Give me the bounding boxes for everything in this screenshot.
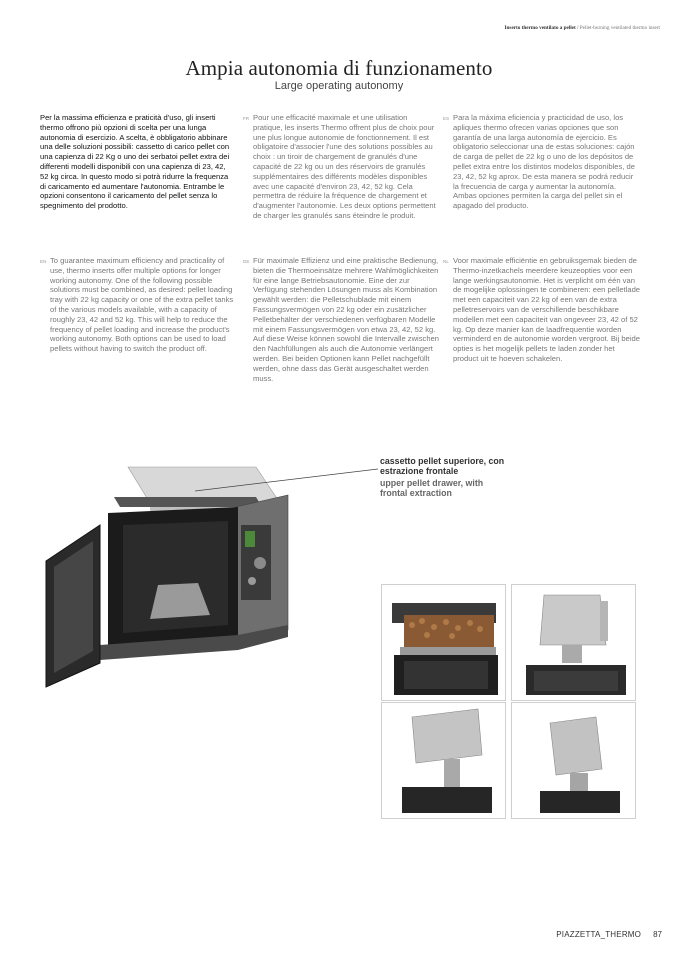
photo-pellet-tank-side — [511, 702, 636, 819]
lang-code-de: DE — [243, 259, 250, 264]
lang-code-nl: NL — [443, 259, 449, 264]
text-de: Für maximale Effizienz und eine praktische Bedienung, bieten die Thermoeinsätze mehrere Wahlmöglichkeiten für eine lange Betriebsautonomie. Eine der zur Verfügung stehenden Lösungen muss als Kombination gewählt werden: die Pelletschublade mit einem Fassungsvermögen von 22 kg oder ein zusätzlicher Pelletbehälter der verschiedenen verfügbaren Modelle mit einem Fassungsvermögen von etwa 23, 42, 52 kg. Auf diese Weise können sowohl die Intervalle zwischen den Nachfüllungen als auch die Autonomie verlängert werden. Bei beiden Optionen kann Pellet nachgefüllt werden, ohne dass das Gerät ausgeschaltet werden muss. — [253, 256, 440, 383]
page-subtitle: Large operating autonomy — [274, 80, 404, 92]
callout-label-it: cassetto pellet superiore, con estrazione frontale — [380, 456, 505, 476]
header-separator: / — [575, 25, 580, 31]
text-column-fr — [243, 113, 437, 221]
drawer-frame-top — [114, 497, 262, 507]
lang-code-es: ES — [443, 116, 450, 121]
callout-label — [380, 456, 510, 498]
text-column-en — [40, 256, 234, 354]
running-header — [505, 25, 660, 31]
footer-brand: PIAZZETTA_THERMO — [556, 930, 642, 939]
page-title: Ampia autonomia di funzionamento — [185, 56, 493, 80]
page-number: 87 — [653, 930, 662, 939]
text-fr: Pour une efficacité maximale et une utilisation pratique, les inserts Thermo offrent plus de choix pour une plus longue autonomie de fonctionnement. Il est obligatoire d'associer l'une des solutions possibles au choix : un tiroir de chargement de granulés d'une capacité de 22 kg ou un des réservoirs de granulés supplémentaires des différents modèles disponibles avec une capacité d'environ 23, 42, 52 kg. Cela permettra de réduire la fréquence de chargement et d'augmenter l'autonomie. Les deux options permettent de charger les granulés sans éteindre le produit. — [253, 113, 436, 220]
photo-pellet-tank-front — [511, 584, 636, 701]
text-en: To guarantee maximum efficiency and practicality of use, thermo inserts offer multiple options for longer working autonomy. One of the following possible solutions must be combined, as desired: pellet loading tray with 22 kg capacity or one of the extra pellet tanks of the various models available, with a capacity of roughly 23, 42 and 52 kg. This will help to reduce the frequency of pellet loading and increase the product's working autonomy. Both options can be used to load pellets without having to switch the product off. — [50, 256, 234, 354]
text-column-es — [443, 113, 641, 211]
photo-pellet-drawer-open — [381, 584, 506, 701]
callout-label-en: upper pellet drawer, with frontal extraction — [380, 478, 484, 498]
text-it: Per la massima efficienza e praticità d'uso, gli inserti thermo offrono più opzioni di scelta per una lunga autonomia di esercizio. A scelta, è obbligatorio abbinare una delle soluzioni possibili: cassetto di carico pellet con una capienza di 22 Kg o uno dei serbatoi pellet extra dei differenti modelli disponibili con una capienza di 23, 42, 52 kg circa. In questo modo si potrà ridurre la frequenza di caricamento ed aumentare l'autonomia. Entrambe le opzioni consentono il caricamento del pellet senza lo spegnimento del prodotto. — [40, 113, 230, 211]
page-footer — [556, 930, 662, 939]
text-es: Para la máxima eficiencia y practicidad de uso, los apliques thermo ofrecen varias opciones que son garantía de una larga autonomía de ejercicio. Es obligatorio seleccionar una de estas soluciones: cajón de carga de pellet de 22 kg o uno de los depósitos de pellet extra entre los distintos modelos disponibles, de 23, 42, 52 kg aprox. De esta manera se podrá reducir la frecuencia de carga y aumentar la autonomía. Ambas opciones permiten la carga del pellet sin el apagado del producto. — [453, 113, 635, 211]
fan-motor — [254, 557, 266, 569]
header-title-en: Pellet-burning ventilated thermo insert — [579, 25, 660, 31]
text-column-nl — [443, 256, 641, 364]
text-nl: Voor maximale efficiëntie en gebruiksgemak bieden de Thermo-inzetkachels meerdere keuzeopties voor een lange werkingsautonomie. Het is verplicht om één van de mogelijke oplossingen te combineren: een pelletlade met een capaciteit van 22 kg of een van de extra pelletreservoirs van de verschillende beschikbare modellen met een capaciteit van ongeveer 23, 42 of 52 kg. Op deze manier kan de laadfrequentie worden verminderd en de autonomie worden vergroot. Bij beide opties is het mogelijk pellets te laden zonder het product uit te hoeven schakelen. — [453, 256, 641, 363]
lang-code-en: EN — [40, 259, 47, 264]
text-column-de — [243, 256, 441, 383]
callout-leader-line — [195, 463, 378, 493]
photo-pellet-tank-tilted — [381, 702, 506, 819]
circuit-board — [245, 531, 255, 547]
text-column-it — [40, 113, 234, 211]
header-title-it: Inserto thermo ventilato a pellet — [504, 25, 576, 31]
lang-code-fr: FR — [243, 116, 250, 121]
